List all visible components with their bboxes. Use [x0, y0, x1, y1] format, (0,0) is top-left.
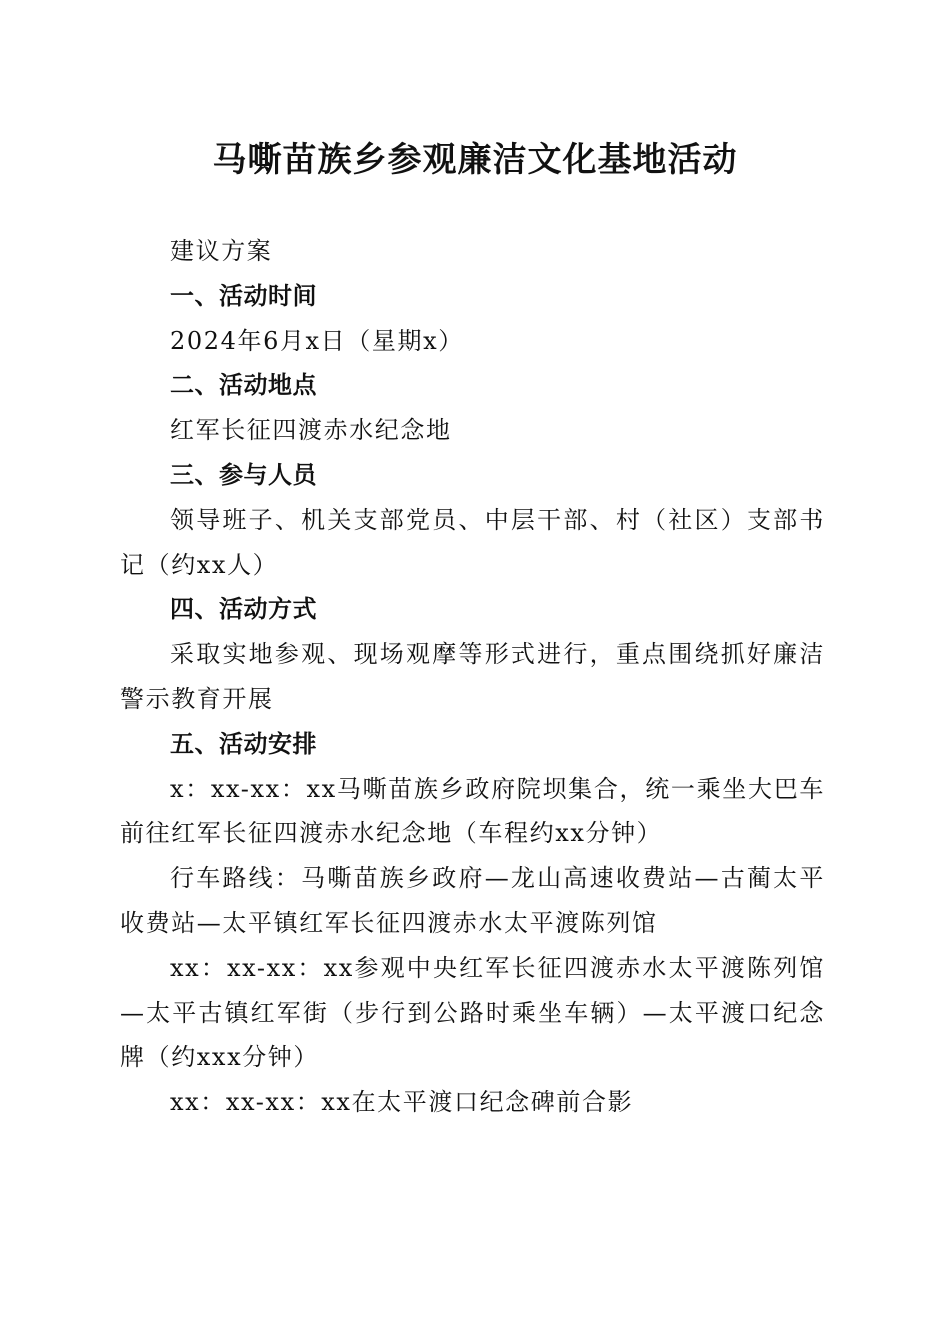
section-heading-participants: 三、参与人员	[170, 460, 317, 489]
intro-text: 建议方案	[170, 237, 273, 265]
document-body	[120, 229, 825, 1125]
activity-location: 红军长征四渡赤水纪念地	[170, 416, 452, 445]
section-heading-schedule: 五、活动安排	[170, 729, 317, 758]
schedule-item-photo: xx：xx-xx：xx在太平渡口纪念碑前合影	[170, 1088, 634, 1117]
schedule-item-route: 行车路线：马嘶苗族乡政府—龙山高速收费站—古蔺太平收费站—太平镇红军长征四渡赤水太平渡陈列馆	[120, 864, 825, 937]
activity-date: 2024年6月x日（星期x）	[170, 326, 464, 355]
schedule-item-visit: xx：xx-xx：xx参观中央红军长征四渡赤水太平渡陈列馆—太平古镇红军街（步行到公路时乘坐车辆）—太平渡口纪念牌（约xxx分钟）	[120, 953, 825, 1072]
document-title: 马嘶苗族乡参观廉洁文化基地活动	[212, 140, 738, 180]
participants-text: 领导班子、机关支部党员、中层干部、村（社区）支部书记（约xx人）	[120, 505, 825, 579]
section-heading-location: 二、活动地点	[170, 371, 317, 400]
section-heading-method: 四、活动方式	[170, 595, 317, 624]
method-text: 采取实地参观、现场观摩等形式进行，重点围绕抓好廉洁警示教育开展	[120, 640, 825, 713]
section-heading-time: 一、活动时间	[170, 281, 317, 310]
schedule-item-assembly: x：xx-xx：xx马嘶苗族乡政府院坝集合，统一乘坐大巴车前往红军长征四渡赤水纪念地（车程约xx分钟）	[120, 774, 825, 848]
